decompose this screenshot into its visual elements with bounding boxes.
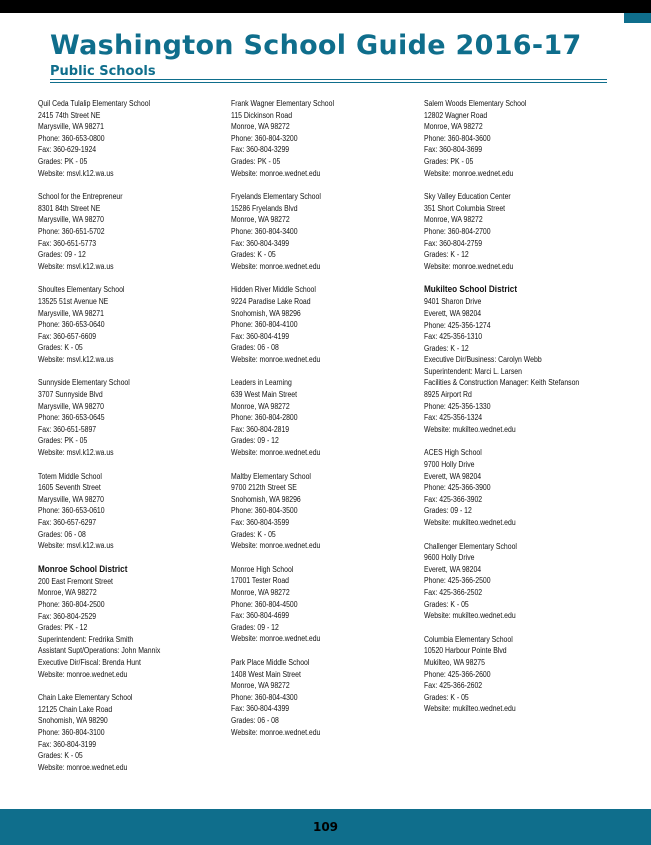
entry-detail-line: Website: mukilteo.wednet.edu [424, 704, 516, 714]
entry-detail-line: Website: mukilteo.wednet.edu [424, 518, 516, 527]
entry-detail-line: Grades: 06 - 08 [231, 715, 279, 725]
entry-detail-line: Website: monroe.wednet.edu [424, 168, 514, 178]
district-entry [38, 564, 228, 680]
entry-detail-line: 1605 Seventh Street [38, 483, 101, 493]
entry-detail-line: Grades: 09 - 12 [424, 506, 472, 516]
school-entry [38, 377, 228, 458]
entry-detail-line: Fax: 360-657-6297 [38, 518, 97, 527]
entry-detail-line: 12125 Chain Lake Road [38, 704, 113, 714]
entry-detail-line: 17001 Tester Road [231, 576, 290, 586]
entry-detail-line: Grades: 06 - 08 [38, 529, 86, 539]
entry-detail-line: 9224 Paradise Lake Road [231, 296, 311, 306]
entry-detail-line: Fax: 360-657-6609 [38, 331, 97, 341]
entry-detail-line: Website: monroe.wednet.edu [231, 168, 321, 178]
entry-detail-line: Grades: K - 05 [424, 599, 469, 609]
school-entry [231, 98, 421, 179]
entry-detail-line: Everett, WA 98204 [424, 564, 482, 574]
school-entry [231, 284, 421, 365]
entry-detail-line: Phone: 360-804-2500 [38, 599, 105, 609]
entry-detail-line: Grades: K - 05 [38, 343, 83, 353]
entry-detail-line: Marysville, WA 98271 [38, 308, 104, 318]
entry-detail-line: Grades: 06 - 08 [231, 343, 279, 353]
entry-detail-line: Fax: 360-804-4199 [231, 331, 290, 341]
directory-column-2 [231, 98, 421, 750]
school-entry [38, 98, 228, 179]
entry-detail-line: 13525 51st Avenue NE [38, 296, 109, 306]
school-name: Salem Woods Elementary School [424, 99, 527, 108]
entry-detail-line: Website: msvl.k12.wa.us [38, 354, 114, 364]
entry-detail-line: Phone: 360-804-3500 [231, 506, 298, 516]
entry-detail-line: Snohomish, WA 98296 [231, 308, 301, 318]
entry-detail-line: Fax: 425-366-2502 [424, 587, 483, 597]
entry-detail-line: Fax: 360-804-4699 [231, 611, 290, 621]
school-name: Shoultes Elementary School [38, 285, 125, 295]
entry-detail-line: 9700 Holly Drive [424, 460, 475, 470]
school-name: Hidden River Middle School [231, 285, 316, 295]
entry-detail-line: Phone: 360-653-0640 [38, 320, 105, 330]
entry-detail-line: 10520 Harbour Pointe Blvd [424, 646, 507, 656]
entry-detail-line: Phone: 360-804-3200 [231, 133, 298, 143]
entry-detail-line: Website: monroe.wednet.edu [424, 261, 514, 271]
school-entry [231, 471, 421, 552]
entry-detail-line: Fax: 360-804-3199 [38, 739, 97, 749]
entry-detail-line: Grades: K - 05 [424, 692, 469, 702]
school-entry [231, 564, 421, 645]
entry-detail-line: Fax: 360-804-2819 [231, 424, 290, 434]
entry-detail-line: Website: msvl.k12.wa.us [38, 261, 114, 271]
entry-detail-line: Website: mukilteo.wednet.edu [424, 424, 516, 434]
entry-detail-line: Snohomish, WA 98296 [231, 494, 301, 504]
entry-detail-line: 1408 West Main Street [231, 669, 301, 679]
entry-detail-line: Website: monroe.wednet.edu [231, 448, 321, 458]
school-name: Columbia Elementary School [424, 634, 513, 644]
school-entry [424, 98, 614, 179]
directory-column-1 [38, 98, 228, 785]
entry-detail-line: Mukilteo, WA 98275 [424, 657, 485, 667]
entry-detail-line: Website: monroe.wednet.edu [231, 727, 321, 737]
entry-detail-line: 2415 74th Street NE [38, 110, 101, 120]
entry-detail-line: Fax: 360-804-2529 [38, 611, 97, 621]
school-name: Quil Ceda Tulalip Elementary School [38, 99, 151, 108]
entry-detail-line: 115 Dickinson Road [231, 110, 293, 120]
school-entry [38, 692, 228, 773]
entry-detail-line: 639 West Main Street [231, 390, 298, 400]
entry-detail-line: Phone: 360-653-0645 [38, 413, 105, 423]
district-name: Mukilteo School District [424, 284, 518, 296]
school-entry [231, 377, 421, 458]
entry-detail-line: Phone: 360-804-3100 [38, 727, 105, 737]
school-entry [424, 191, 614, 272]
entry-detail-line: Grades: K - 05 [231, 529, 276, 539]
school-name: ACES High School [424, 448, 482, 458]
entry-detail-line: Website: monroe.wednet.edu [231, 634, 321, 644]
entry-detail-line: Grades: 09 - 12 [38, 250, 86, 260]
entry-detail-line: Website: monroe.wednet.edu [231, 354, 321, 364]
entry-detail-line: Grades: PK - 05 [38, 436, 88, 446]
entry-detail-line: Phone: 360-804-4100 [231, 320, 298, 330]
entry-detail-line: Fax: 360-804-3499 [231, 238, 290, 248]
entry-detail-line: Superintendent: Marci L. Larsen [424, 366, 522, 376]
school-name: Totem Middle School [38, 471, 102, 481]
entry-detail-line: Phone: 360-651-5702 [38, 226, 105, 236]
entry-detail-line: Fax: 425-356-1310 [424, 332, 483, 342]
entry-detail-line: Superintendent: Fredrika Smith [38, 634, 134, 644]
entry-detail-line: Website: mukilteo.wednet.edu [424, 611, 516, 621]
entry-detail-line: Assistant Supt/Operations: John Mannix [38, 646, 161, 656]
school-name: Maltby Elementary School [231, 471, 311, 481]
entry-detail-line: Phone: 360-804-2700 [424, 226, 491, 236]
entry-detail-line: Grades: K - 12 [424, 250, 469, 260]
entry-detail-line: Phone: 360-653-0610 [38, 506, 105, 516]
entry-detail-line: Website: msvl.k12.wa.us [38, 168, 114, 178]
entry-detail-line: Grades: K - 12 [424, 343, 469, 353]
entry-detail-line: Grades: 09 - 12 [231, 436, 279, 446]
school-entry [231, 191, 421, 272]
school-entry [424, 634, 614, 715]
entry-detail-line: 3707 Sunnyside Blvd [38, 390, 103, 400]
school-name: Frank Wagner Elementary School [231, 99, 334, 108]
school-entry [38, 471, 228, 552]
page-title: Washington School Guide 2016-17 [50, 30, 582, 61]
entry-detail-line: Monroe, WA 98272 [424, 122, 483, 132]
entry-detail-line: Marysville, WA 98270 [38, 494, 104, 504]
entry-detail-line: Phone: 425-356-1330 [424, 401, 491, 411]
entry-detail-line: Fax: 425-366-3902 [424, 494, 483, 504]
school-name: Park Place Middle School [231, 657, 310, 667]
entry-detail-line: Fax: 360-804-3299 [231, 145, 290, 155]
entry-detail-line: Fax: 360-804-2759 [424, 238, 483, 248]
entry-detail-line: 9700 212th Street SE [231, 483, 297, 493]
entry-detail-line: Phone: 360-804-2800 [231, 413, 298, 423]
entry-detail-line: Everett, WA 98204 [424, 471, 482, 481]
entry-detail-line: Executive Dir/Fiscal: Brenda Hunt [38, 657, 141, 667]
entry-detail-line: Website: monroe.wednet.edu [231, 261, 321, 271]
entry-detail-line: 8925 Airport Rd [424, 390, 472, 400]
entry-detail-line: Fax: 360-651-5897 [38, 424, 97, 434]
entry-detail-line: Website: monroe.wednet.edu [38, 669, 128, 679]
entry-detail-line: Phone: 425-366-2600 [424, 669, 491, 679]
school-name: Chain Lake Elementary School [38, 693, 133, 703]
school-name: School for the Entrepreneur [38, 192, 123, 202]
district-name: Monroe School District [38, 563, 128, 575]
district-entry [424, 284, 614, 435]
school-name: Sky Valley Education Center [424, 192, 511, 202]
entry-detail-line: 12802 Wagner Road [424, 110, 488, 120]
header-rule-bottom [50, 82, 607, 83]
entry-detail-line: Phone: 360-804-4300 [231, 692, 298, 702]
entry-detail-line: Monroe, WA 98272 [231, 122, 290, 132]
entry-detail-line: Fax: 360-804-4399 [231, 704, 290, 714]
entry-detail-line: Executive Dir/Business: Carolyn Webb [424, 355, 542, 365]
school-name: Monroe High School [231, 564, 294, 574]
school-entry [38, 191, 228, 272]
entry-detail-line: Grades: PK - 12 [38, 623, 88, 633]
entry-detail-line: Phone: 425-366-3900 [424, 483, 491, 493]
entry-detail-line: Website: msvl.k12.wa.us [38, 448, 114, 458]
header-rule-top [50, 79, 607, 80]
entry-detail-line: Monroe, WA 98272 [231, 587, 290, 597]
entry-detail-line: 200 East Fremont Street [38, 576, 113, 586]
entry-detail-line: Grades: PK - 05 [38, 156, 88, 166]
top-bar [0, 0, 651, 13]
entry-detail-line: Snohomish, WA 98290 [38, 716, 108, 726]
entry-detail-line: Website: msvl.k12.wa.us [38, 541, 114, 551]
entry-detail-line: Phone: 425-356-1274 [424, 320, 491, 330]
entry-detail-line: 351 Short Columbia Street [424, 203, 506, 213]
entry-detail-line: Fax: 360-651-5773 [38, 238, 97, 248]
entry-detail-line: Grades: PK - 05 [231, 156, 281, 166]
entry-detail-line: Marysville, WA 98270 [38, 401, 104, 411]
entry-detail-line: Phone: 360-804-3600 [424, 133, 491, 143]
entry-detail-line: Marysville, WA 98271 [38, 122, 104, 132]
entry-detail-line: Fax: 360-804-3699 [424, 145, 483, 155]
entry-detail-line: Fax: 360-629-1924 [38, 145, 97, 155]
school-entry [38, 284, 228, 365]
entry-detail-line: Everett, WA 98204 [424, 308, 482, 318]
entry-detail-line: 15286 Fryelands Blvd [231, 203, 298, 213]
school-name: Challenger Elementary School [424, 541, 517, 551]
school-name: Sunnyside Elementary School [38, 378, 130, 388]
school-entry [424, 447, 614, 528]
entry-detail-line: Marysville, WA 98270 [38, 215, 104, 225]
entry-detail-line: Monroe, WA 98272 [38, 588, 97, 598]
entry-detail-line: Phone: 360-653-0800 [38, 133, 105, 143]
section-subtitle: Public Schools [50, 64, 156, 79]
entry-detail-line: Monroe, WA 98272 [231, 401, 290, 411]
school-name: Fryelands Elementary School [231, 192, 321, 202]
directory-column-3 [424, 98, 614, 727]
school-name: Leaders in Learning [231, 378, 292, 388]
entry-detail-line: Monroe, WA 98272 [231, 215, 290, 225]
entry-detail-line: Website: monroe.wednet.edu [38, 762, 128, 772]
entry-detail-line: Grades: 09 - 12 [231, 622, 279, 632]
entry-detail-line: Phone: 425-366-2500 [424, 576, 491, 586]
school-entry [231, 657, 421, 738]
entry-detail-line: Phone: 360-804-4500 [231, 599, 298, 609]
entry-detail-line: Monroe, WA 98272 [424, 215, 483, 225]
entry-detail-line: Grades: K - 05 [231, 250, 276, 260]
entry-detail-line: Website: monroe.wednet.edu [231, 541, 321, 551]
entry-detail-line: Fax: 425-366-2602 [424, 681, 483, 691]
entry-detail-line: 8301 84th Street NE [38, 203, 101, 213]
entry-detail-line: Grades: PK - 05 [424, 156, 474, 166]
entry-detail-line: Monroe, WA 98272 [231, 681, 290, 691]
top-accent-block [624, 13, 651, 23]
entry-detail-line: Grades: K - 05 [38, 751, 83, 761]
entry-detail-line: Facilities & Construction Manager: Keith Stefanson [424, 378, 580, 388]
page-number: 109 [312, 820, 339, 834]
school-entry [424, 541, 614, 622]
entry-detail-line: 9600 Holly Drive [424, 553, 475, 563]
entry-detail-line: Fax: 425-356-1324 [424, 413, 483, 423]
entry-detail-line: Fax: 360-804-3599 [231, 518, 290, 527]
entry-detail-line: Phone: 360-804-3400 [231, 226, 298, 236]
entry-detail-line: 9401 Sharon Drive [424, 297, 482, 307]
